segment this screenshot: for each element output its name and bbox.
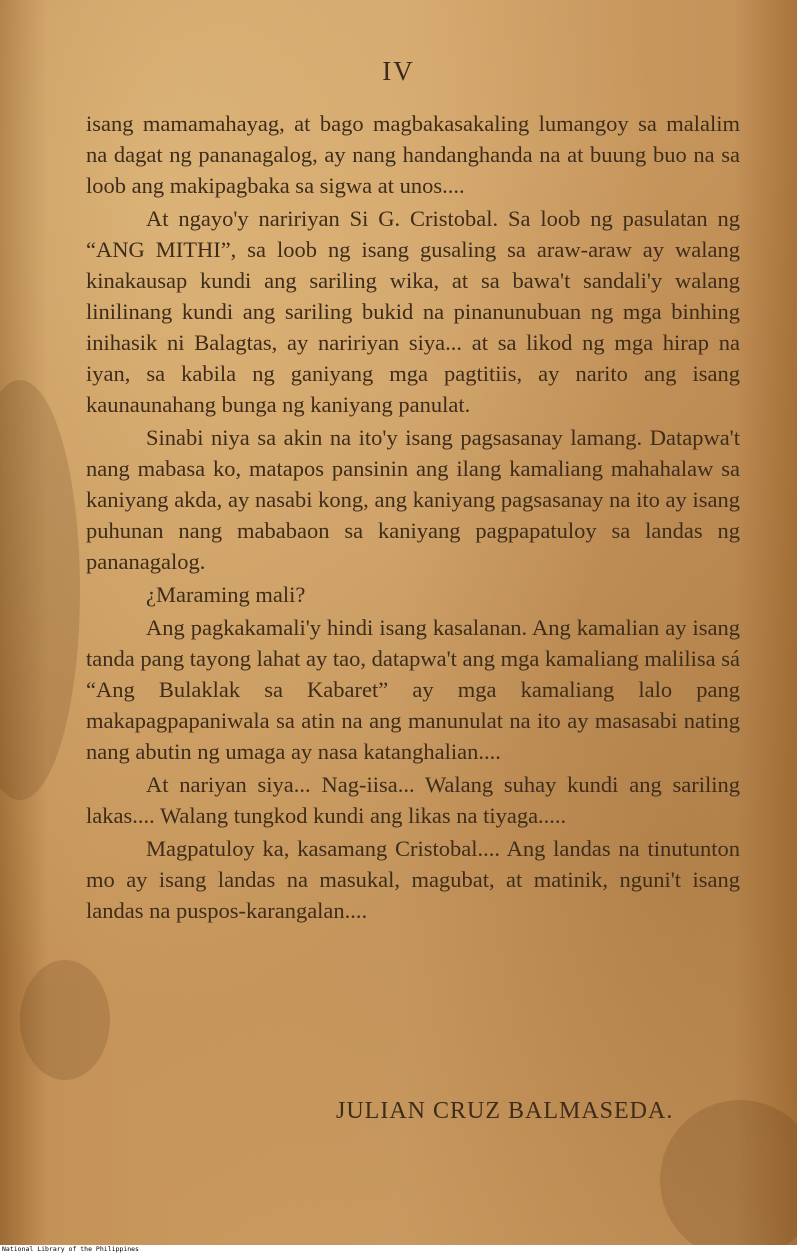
paper-stain: [660, 1100, 797, 1245]
body-text: [86, 108, 740, 926]
paragraph: Ang pagkakamali'y hindi isang kasalanan. Ang kamalian ay isang tanda pang tayong lahat ay tao, datapwa't ang mga kamaliang malilisa sá “Ang Bulaklak sa Kabaret” ay mga kamaliang lalo pang makapagpapaniwala sa atin na ang manunulat na ito ay masasabi nating nang abutin ng umaga ay nasa katanghalian....: [86, 615, 740, 764]
paper-stain: [0, 380, 80, 800]
author-signature: JULIAN CRUZ BALMASEDA.: [336, 1098, 674, 1124]
library-footer: National Library of the Philippines: [2, 1245, 139, 1253]
page-number: IV: [382, 56, 415, 86]
paragraph: ¿Maraming mali?: [146, 582, 306, 607]
paragraph: At nariyan siya... Nag-iisa... Walang suhay kundi ang sariling lakas.... Walang tungkod kundi ang likas na tiyaga.....: [86, 772, 740, 828]
paragraph: isang mamamahayag, at bago magbakasakaling lumangoy sa malalim na dagat ng pananagalog, ay nang handanghanda na at buung buo na sa loob ang makipagbaka sa sigwa at unos....: [86, 111, 740, 198]
paper-stain: [20, 960, 110, 1080]
paragraph: Sinabi niya sa akin na ito'y isang pagsasanay lamang. Datapwa't nang mabasa ko, matapos pansinin ang ilang kamaliang mahahalaw sa kaniyang akda, ay nasabi kong, ang kaniyang pagsasanay na ito ay isang puhunan nang mababaon sa kaniyang pagpapatuloy sa landas ng pananagalog.: [86, 425, 740, 574]
paragraph: Magpatuloy ka, kasamang Cristobal.... Ang landas na tinutunton mo ay isang landas na masukal, magubat, at matinik, nguni't isang landas na puspos-karangalan....: [86, 836, 740, 923]
paragraph: At ngayo'y naririyan Si G. Cristobal. Sa loob ng pasulatan ng “ANG MITHI”, sa loob ng isang gusaling sa araw-araw ay walang kinakausap kundi ang sariling wika, at sa bawa't sandali'y walang linilinang kundi ang sariling bukid na pinanunubuan ng mga binhing inihasik ni Balagtas, ay naririyan siya... at sa likod ng mga hirap na iyan, sa kabila ng ganiyang mga pagtitiis, ay narito ang isang kaunaunahang bunga ng kaniyang panulat.: [86, 206, 740, 417]
